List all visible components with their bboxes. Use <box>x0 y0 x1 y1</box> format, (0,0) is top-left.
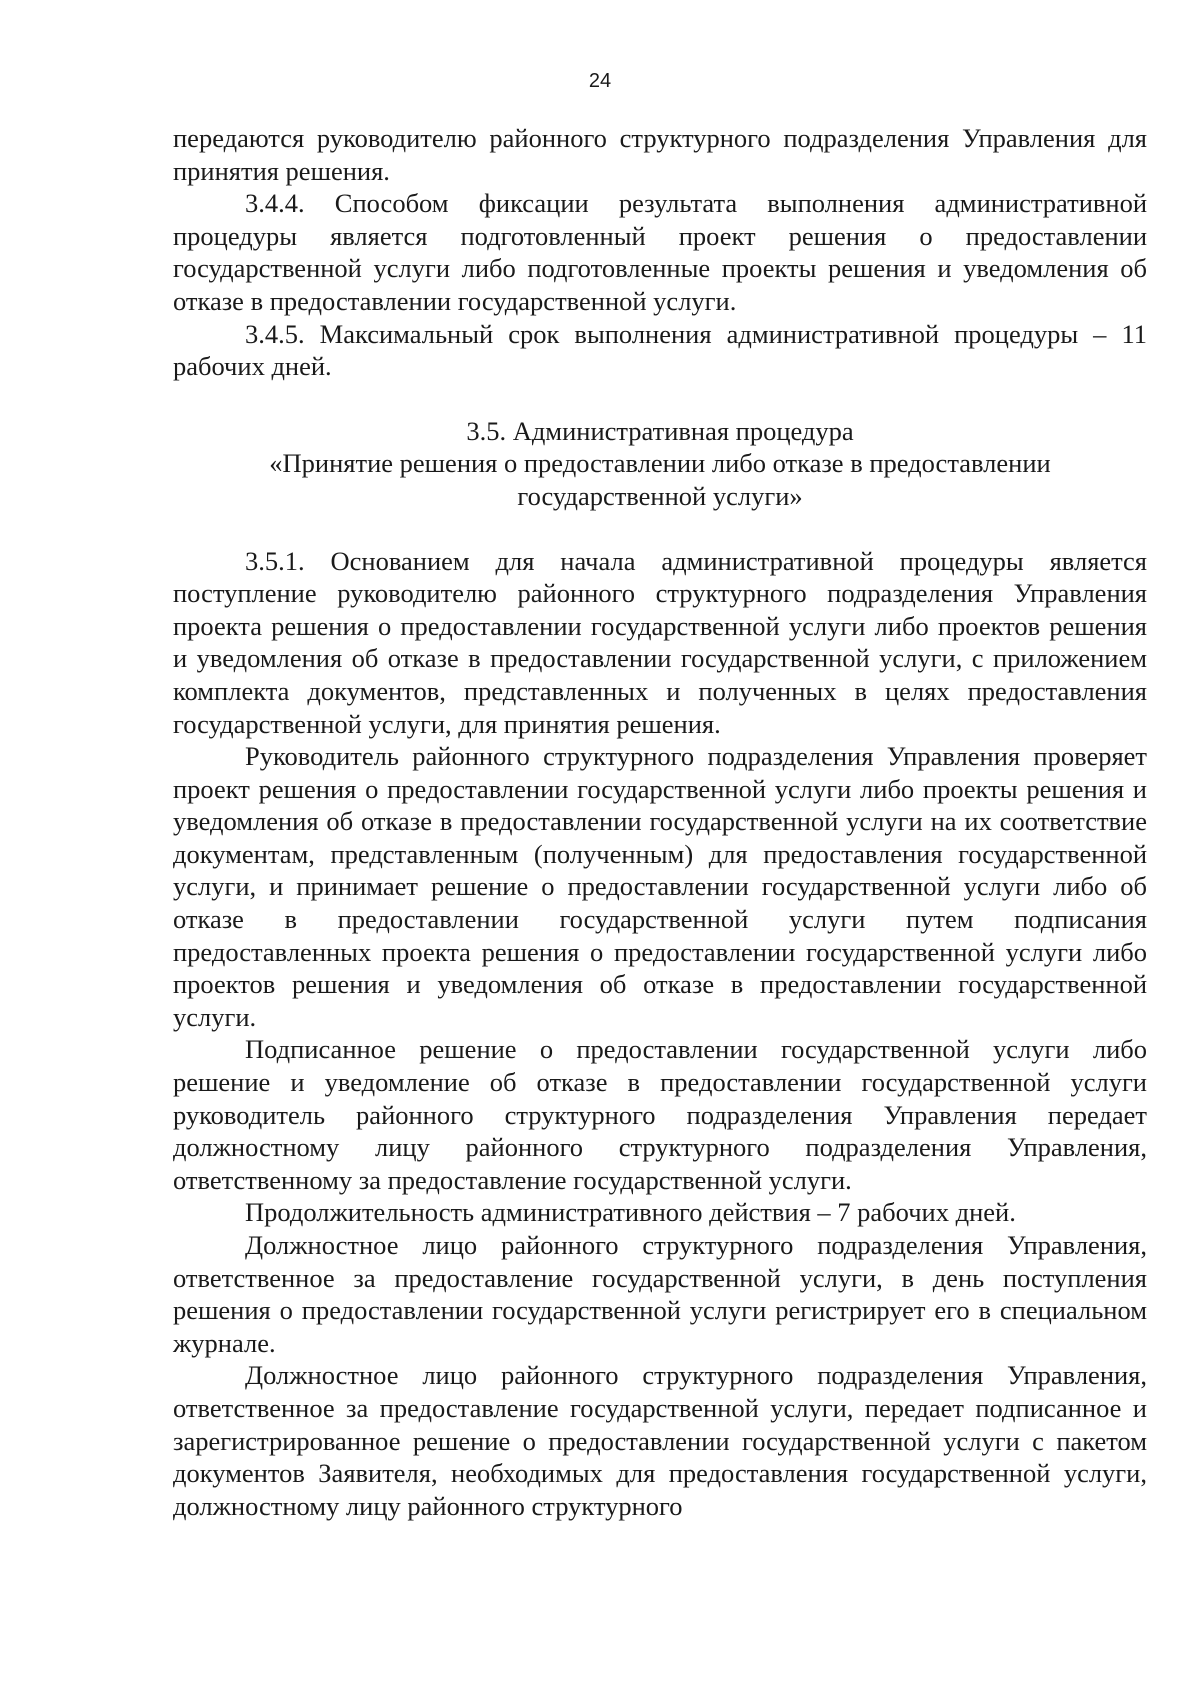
paragraph-continuation: передаются руководителю районного структурного подразделения Управления для принятия решения. <box>173 123 1147 186</box>
paragraph-3-4-5: 3.4.5. Максимальный срок выполнения административной процедуры – 11 рабочих дней. <box>173 318 1147 382</box>
section-heading-line: «Принятие решения о предоставлении либо отказе в предоставлении <box>269 448 1051 479</box>
document-body <box>173 122 1147 1522</box>
section-heading-line: государственной услуги» <box>517 480 803 511</box>
paragraph: Продолжительность административного действия – 7 рабочих дней. <box>245 1197 1016 1228</box>
paragraph-3-4-4: 3.4.4. Способом фиксации результата выполнения административной процедуры является подготовленный проект решения о предоставлении государственной услуги либо подготовленные проекты решения и уведомления об отказе в предоставлении государственной услуги. <box>173 188 1147 316</box>
page-number: 24 <box>588 70 612 92</box>
paragraph-3-5-1: 3.5.1. Основанием для начала административной процедуры является поступление руководителю районного структурного подразделения Управления проекта решения о предоставлении государственной услуги либо проектов решения и уведомления об отказе в предоставлении государственной услуги, с приложением комплекта документов, представленных и полученных в целях предоставления государственной услуги, для принятия решения. <box>173 545 1147 739</box>
paragraph: Должностное лицо районного структурного подразделения Управления, ответственное за предоставление государственной услуги, передает подписанное и зарегистрированное решение о предоставлении государственной услуги с пакетом документов Заявителя, необходимых для предоставления государственной услуги, должностному лицу районного структурного <box>173 1360 1147 1521</box>
section-heading-line: 3.5. Административная процедура <box>466 415 854 446</box>
paragraph: Подписанное решение о предоставлении государственной услуги либо решение и уведомление об отказе в предоставлении государственной услуги руководитель районного структурного подразделения Управления передает должностному лицу районного структурного подразделения Управления, ответственному за предоставление государственной услуги. <box>173 1034 1147 1195</box>
section-heading-3-5 <box>173 415 1147 513</box>
paragraph: Руководитель районного структурного подразделения Управления проверяет проект решения о предоставлении государственной услуги либо проекты решения и уведомления об отказе в предоставлении государственной услуги на их соответствие документам, представленным (полученным) для предоставления государственной услуги, и принимает решение о предоставлении государственной услуги либо об отказе в предоставлении государственной услуги путем подписания предоставленных проекта решения о предоставлении государственной услуги либо проектов решения и уведомления об отказе в предоставлении государственной услуги. <box>173 741 1147 1032</box>
paragraph: Должностное лицо районного структурного подразделения Управления, ответственное за предоставление государственной услуги, в день поступления решения о предоставлении государственной услуги регистрирует его в специальном журнале. <box>173 1230 1147 1358</box>
